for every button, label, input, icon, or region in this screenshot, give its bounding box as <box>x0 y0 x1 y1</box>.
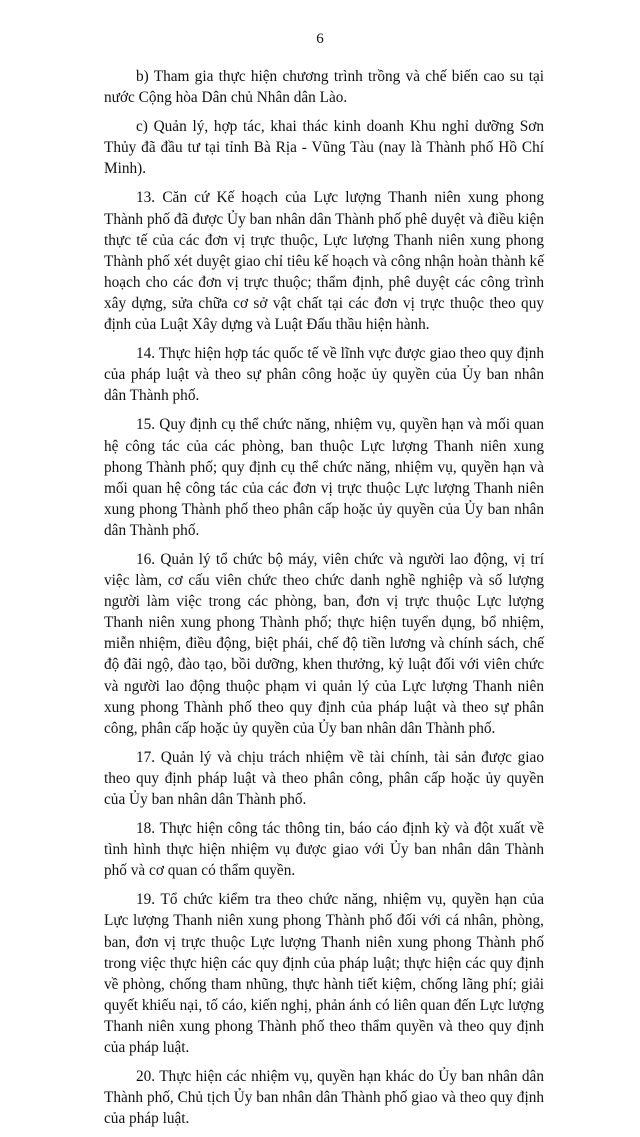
paragraph-18: 18. Thực hiện công tác thông tin, báo cáo định kỳ và đột xuất về tình hình thực hiện nhiệm vụ được giao với Ủy ban nhân dân Thành phố và cơ quan có thẩm quyền. <box>104 820 544 880</box>
paragraph-17: 17. Quản lý và chịu trách nhiệm về tài chính, tài sản được giao theo quy định pháp luật và theo phân công, phân cấp hoặc ủy quyền của Ủy ban nhân dân Thành phố. <box>104 748 544 808</box>
paragraph-16: 16. Quản lý tổ chức bộ máy, viên chức và người lao động, vị trí việc làm, cơ cấu viên chức theo chức danh nghề nghiệp và số lượng người làm việc trong các phòng, ban, đơn vị trực thuộc Lực lượng Thanh niên xung phong Thành phố; thực hiện tuyển dụng, bổ nhiệm, miễn nhiệm, điều động, biệt phái, chế độ tiền lương và chính sách, chế độ đãi ngộ, đào tạo, bồi dưỡng, khen thưởng, kỷ luật đối với viên chức và người lao động thuộc phạm vi quản lý của Lực lượng Thanh niên xung phong Thành phố theo quy định của pháp luật và theo sự phân công, phân cấp hoặc ủy quyền của Ủy ban nhân dân Thành phố. <box>104 550 544 737</box>
paragraph-12c: c) Quản lý, hợp tác, khai thác kinh doanh Khu nghỉ dưỡng Sơn Thủy đã đầu tư tại tỉnh Bà Rịa - Vũng Tàu (nay là Thành phố Hồ Chí Minh). <box>104 118 544 178</box>
paragraph-13: 13. Căn cứ Kế hoạch của Lực lượng Thanh niên xung phong Thành phố đã được Ủy ban nhân dân Thành phố phê duyệt và điều kiện thực tế của các đơn vị trực thuộc, Lực lượng Thanh niên xung phong Thành phố xét duyệt giao chỉ tiêu kế hoạch và công nhận hoàn thành kế hoạch cho các đơn vị trực thuộc; thẩm định, phê duyệt các công trình xây dựng, sửa chữa cơ sở vật chất tại các đơn vị trực thuộc theo quy định của Luật Xây dựng và Luật Đấu thầu hiện hành. <box>104 189 544 334</box>
paragraph-19: 19. Tổ chức kiểm tra theo chức năng, nhiệm vụ, quyền hạn của Lực lượng Thanh niên xung phong Thành phố đối với cá nhân, phòng, ban, đơn vị trực thuộc Lực lượng Thanh niên xung phong Thành phố trong việc thực hiện các quy định của pháp luật; thực hiện các quy định về phòng, chống tham nhũng, thực hành tiết kiệm, chống lãng phí; giải quyết khiếu nại, tố cáo, kiến nghị, phản ánh có liên quan đến Lực lượng Thanh niên xung phong Thành phố theo thẩm quyền và theo quy định của pháp luật. <box>104 891 544 1057</box>
document-body <box>104 66 544 1137</box>
paragraph-15: 15. Quy định cụ thể chức năng, nhiệm vụ, quyền hạn và mối quan hệ công tác của các phòng, ban thuộc Lực lượng Thanh niên xung phong Thành phố; quy định cụ thể chức năng, nhiệm vụ, quyền hạn và mối quan hệ công tác của các đơn vị trực thuộc Lực lượng Thanh niên xung phong Thành phố theo phân cấp hoặc ủy quyền của Ủy ban nhân dân Thành phố. <box>104 416 544 539</box>
paragraph-12b: b) Tham gia thực hiện chương trình trồng và chế biến cao su tại nước Cộng hòa Dân chủ Nhân dân Lào. <box>104 68 544 107</box>
page-number: 6 <box>316 31 324 47</box>
paragraph-20: 20. Thực hiện các nhiệm vụ, quyền hạn khác do Ủy ban nhân dân Thành phố, Chủ tịch Ủy ban nhân dân Thành phố giao và theo quy định của pháp luật. <box>104 1068 544 1128</box>
paragraph-14: 14. Thực hiện hợp tác quốc tế về lĩnh vực được giao theo quy định của pháp luật và theo sự phân công hoặc ủy quyền của Ủy ban nhân dân Thành phố. <box>104 345 544 405</box>
